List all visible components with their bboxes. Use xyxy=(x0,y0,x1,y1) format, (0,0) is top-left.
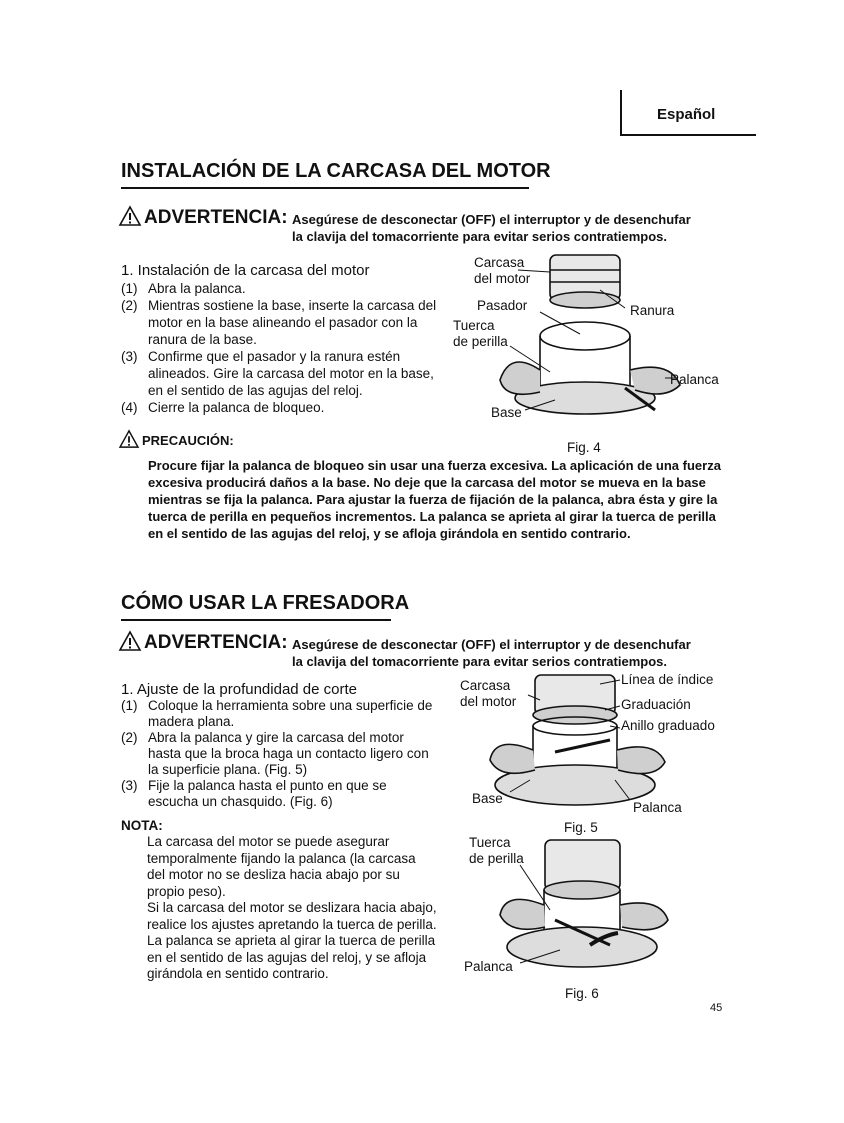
caution-title: PRECAUCIÓN: xyxy=(119,430,234,448)
page-number: 45 xyxy=(710,1002,723,1014)
list-item: (3) Confirme que el pasador y la ranura estén alineados. Gire la carcasa del motor en la base, en el sentido de las agujas del reloj. xyxy=(121,349,434,398)
warning-triangle-icon xyxy=(119,631,141,651)
steps-list xyxy=(121,280,437,416)
nota-text xyxy=(147,834,437,983)
fig5-label-palanca: Palanca xyxy=(633,800,682,815)
nota-paragraph: Si la carcasa del motor se deslizara hacia abajo, realice los ajustes apretando la tuerca de perilla. xyxy=(147,900,437,932)
fig4-label-carcasa: Carcasa xyxy=(474,255,525,270)
warning-text-line-1: Asegúrese de desconectar (OFF) el interruptor y de desenchufar xyxy=(292,212,691,227)
nota-title: NOTA: xyxy=(121,818,163,833)
caution-text: Procure fijar la palanca de bloqueo sin usar una fuerza excesiva. La aplicación de una fuerza excesiva producirá daños a la base. No deje que la carcasa del motor se mueva en la base mientras se fija la palanca. Para ajustar la fuerza de fijación de la palanca, abra ésta y gire la tuerca de perilla en pequeños incrementos. La palanca se aprieta al girar la tuerca de perilla en el sentido de las agujas del reloj, y se afloja girándola en sentido contrario. xyxy=(148,458,721,541)
list-item: (3) Fije la palanca hasta el punto en que se escucha un chasquido. (Fig. 6) xyxy=(121,778,387,809)
fig6-label-tuerca-2: de perilla xyxy=(469,851,524,866)
nota-paragraph: La palanca se aprieta al girar la tuerca de perilla en el sentido de las agujas del reloj, y se afloja girándola en sentido contrario. xyxy=(147,933,436,981)
list-item: (1) Abra la palanca. xyxy=(121,281,246,296)
list-item: (2) Mientras sostiene la base, inserte la carcasa del motor en la base alineando el pasador con la ranura de la base. xyxy=(121,298,437,347)
warning-triangle-icon xyxy=(119,206,141,226)
steps-list xyxy=(121,698,437,810)
fig5-label-linea: Línea de índice xyxy=(621,672,714,687)
fig4-label-carcasa-2: del motor xyxy=(474,271,531,286)
fig4-label-ranura: Ranura xyxy=(630,303,675,318)
warning-title: ADVERTENCIA: xyxy=(119,206,288,229)
step-title: 1. Instalación de la carcasa del motor xyxy=(121,262,370,279)
fig4-caption: Fig. 4 xyxy=(567,440,601,455)
fig4-label-tuerca: Tuerca xyxy=(453,318,495,333)
fig5-label-base: Base xyxy=(472,791,503,806)
section-heading-router-use: CÓMO USAR LA FRESADORA xyxy=(121,592,391,621)
fig4-label-base: Base xyxy=(491,405,522,420)
list-item: (1) Coloque la herramienta sobre una superficie de madera plana. xyxy=(121,698,433,729)
nota-paragraph: La carcasa del motor se puede asegurar temporalmente fijando la palanca (la carcasa del motor no se desliza hacia abajo por su propio peso). xyxy=(147,834,416,899)
step-title: 1. Ajuste de la profundidad de corte xyxy=(121,681,358,698)
warning-text-line-2: la clavija del tomacorriente para evitar serios contratiempos. xyxy=(292,229,667,244)
fig5-label-carcasa-2: del motor xyxy=(460,694,517,709)
fig5-label-anillo: Anillo graduado xyxy=(621,718,715,733)
list-item: (4) Cierre la palanca de bloqueo. xyxy=(121,400,325,415)
fig6-caption: Fig. 6 xyxy=(565,986,599,1001)
warning-title-2: ADVERTENCIA: xyxy=(119,631,288,654)
fig5-caption: Fig. 5 xyxy=(564,820,598,835)
warning-text-line-1: Asegúrese de desconectar (OFF) el interruptor y de desenchufar xyxy=(292,637,691,652)
fig4-label-pasador: Pasador xyxy=(477,298,528,313)
section-heading-motor-install: INSTALACIÓN DE LA CARCASA DEL MOTOR xyxy=(121,160,529,189)
fig4-label-palanca: Palanca xyxy=(670,372,719,387)
fig6-label-palanca: Palanca xyxy=(464,959,513,974)
fig5-label-graduacion: Graduación xyxy=(621,697,691,712)
fig5-label-carcasa: Carcasa xyxy=(460,678,511,693)
list-item: (2) Abra la palanca y gire la carcasa del motor hasta que la broca haga un contacto ligero con la superficie plana. (Fig. 5) xyxy=(121,730,429,777)
language-label: Español xyxy=(657,106,716,123)
caution-triangle-icon xyxy=(119,430,139,448)
warning-text-line-2: la clavija del tomacorriente para evitar serios contratiempos. xyxy=(292,654,667,669)
fig4-label-tuerca-2: de perilla xyxy=(453,334,508,349)
fig6-label-tuerca: Tuerca xyxy=(469,835,511,850)
